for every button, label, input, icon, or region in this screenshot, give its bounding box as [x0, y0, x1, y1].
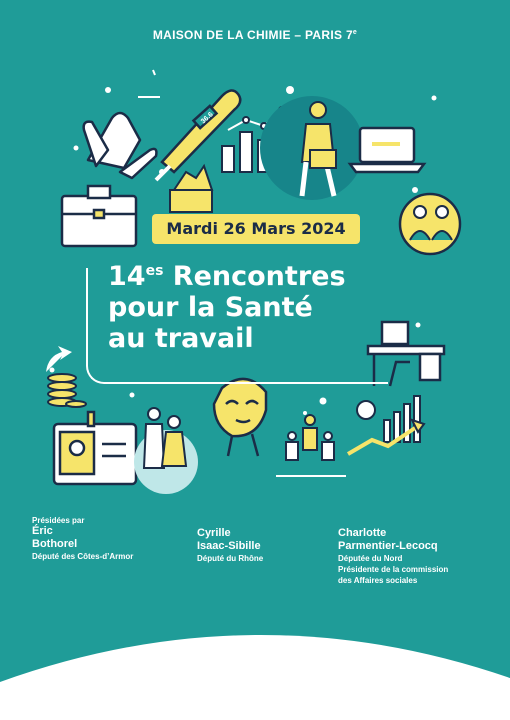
coins-icon: [46, 346, 86, 407]
event-title: [108, 256, 346, 354]
title-line-3: au travail: [108, 323, 254, 354]
host-role-3: des Affaires sociales: [338, 576, 418, 585]
host-role-2: Présidente de la commission: [338, 565, 449, 574]
host-role: Député des Côtes-d’Armor: [32, 552, 134, 561]
host-last-name: Isaac-Sibille: [197, 540, 261, 552]
team-icon: [400, 194, 460, 254]
host-first-name: Éric: [32, 525, 53, 537]
hosts-label: Présidées par: [32, 516, 85, 525]
people-group-icon: [276, 415, 346, 476]
host-eric-bothorel: [32, 516, 133, 562]
host-last-name: Parmentier-Lecocq: [338, 540, 438, 552]
event-date: Mardi 26 Mars 2024: [152, 214, 360, 244]
briefcase-icon: [62, 186, 136, 246]
id-badge-icon: [54, 412, 136, 484]
host-role: Député du Rhône: [197, 554, 264, 563]
growth-chart-icon: [348, 396, 424, 454]
thermometer-reading: 36.6: [199, 111, 215, 126]
host-role: Députée du Nord: [338, 554, 403, 563]
host-cyrille-isaac-sibille: [197, 527, 263, 564]
host-last-name: Bothorel: [32, 538, 78, 550]
title-line-2: pour la Santé: [108, 292, 313, 323]
title-line-1: $14^{es}$ Rencontres: [108, 261, 346, 292]
host-first-name: Charlotte: [338, 527, 387, 539]
relaxed-face-icon: [214, 379, 266, 456]
elderly-couple-icon: [144, 408, 186, 468]
host-charlotte-parmentier-lecocq: [338, 527, 448, 586]
bottom-wave: [0, 600, 510, 720]
host-first-name: Cyrille: [197, 527, 231, 539]
laptop-icon: [350, 128, 424, 172]
venue-heading: MAISON DE LA CHIMIE – PARIS 7e: [152, 28, 358, 42]
praying-hands-icon: [84, 113, 157, 178]
open-box-icon: [170, 166, 212, 212]
